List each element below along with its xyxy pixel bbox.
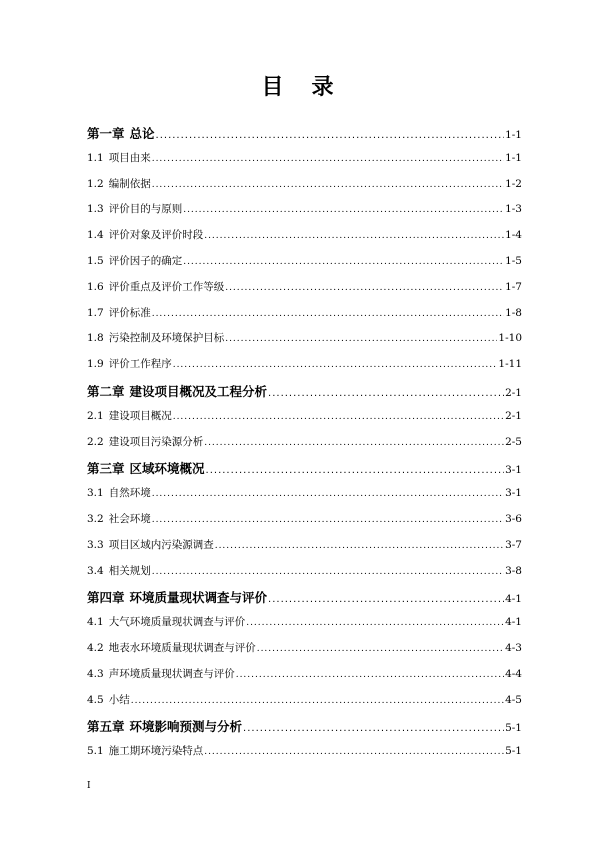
toc-entry-label: 自然环境 <box>108 487 151 500</box>
toc-entry-label: 建设项目污染源分析 <box>108 435 204 448</box>
toc-entry-number: 4.2 <box>87 641 104 654</box>
toc-entry-page: 2-1 <box>505 386 522 399</box>
dot-leader <box>257 644 504 654</box>
toc-entry-page: 1-10 <box>498 332 522 345</box>
toc-entry-page: 3-8 <box>505 564 522 577</box>
toc-entry-number: 4.5 <box>87 693 104 706</box>
toc-entry-page: 1-4 <box>505 229 522 242</box>
toc-entry-number: 第三章 <box>87 461 125 477</box>
toc-section-entry[interactable] <box>87 330 522 356</box>
toc-entry-number: 1.5 <box>87 254 104 267</box>
toc-entry-label: 评价标准 <box>108 306 151 319</box>
toc-section-entry[interactable] <box>87 743 522 769</box>
toc-entry-number: 3.4 <box>87 564 104 577</box>
page-title: 目录 <box>261 75 362 100</box>
toc-entry-number: 1.7 <box>87 306 104 319</box>
dot-leader <box>215 541 504 551</box>
toc-entry-number: 3.3 <box>87 538 104 551</box>
toc-entry-page: 4-1 <box>505 616 522 629</box>
toc-entry-number: 第五章 <box>87 719 125 735</box>
toc-section-entry[interactable] <box>87 434 522 460</box>
toc-section-entry[interactable] <box>87 537 522 563</box>
toc-entry-page: 3-6 <box>505 512 522 525</box>
toc-chapter-entry[interactable] <box>87 382 522 408</box>
dot-leader <box>152 180 504 190</box>
toc-entry-number: 1.6 <box>87 280 104 293</box>
toc-section-entry[interactable] <box>87 485 522 511</box>
toc-section-entry[interactable] <box>87 563 522 589</box>
toc-entry-page: 1-7 <box>505 280 522 293</box>
toc-entry-label: 编制依据 <box>108 177 151 190</box>
dot-leader <box>183 257 504 267</box>
toc-chapter-entry[interactable] <box>87 459 522 485</box>
dot-leader <box>131 696 504 706</box>
toc-section-entry[interactable] <box>87 201 522 227</box>
toc-entry-number: 1.1 <box>87 151 104 164</box>
toc-entry-number: 1.9 <box>87 358 104 371</box>
toc-entry-page: 1-1 <box>505 129 522 141</box>
dot-leader <box>183 205 504 215</box>
dot-leader <box>173 360 498 370</box>
toc-entry-label: 总论 <box>129 126 155 141</box>
toc-chapter-entry[interactable] <box>87 588 522 614</box>
toc-entry-number: 第二章 <box>87 383 125 399</box>
dot-leader <box>152 567 504 577</box>
toc-section-entry[interactable] <box>87 666 522 692</box>
dot-leader <box>152 489 504 499</box>
toc-entry-label: 环境影响预测与分析 <box>129 719 243 735</box>
page-number: I <box>87 781 91 791</box>
toc-entry-label: 建设项目概况 <box>108 409 172 422</box>
dot-leader <box>156 130 505 141</box>
toc-entry-page: 3-1 <box>505 487 522 500</box>
toc-entry-number: 第一章 <box>87 126 125 141</box>
toc-entry-label: 小结 <box>108 693 130 706</box>
toc-chapter-entry[interactable] <box>87 124 522 150</box>
table-of-contents <box>87 124 522 769</box>
toc-entry-label: 项目由来 <box>108 151 151 164</box>
toc-entry-label: 项目区域内污染源调查 <box>108 538 214 551</box>
toc-entry-label: 区域环境概况 <box>129 461 205 477</box>
toc-entry-label: 社会环境 <box>108 512 151 525</box>
toc-entry-number: 3.1 <box>87 487 104 500</box>
toc-entry-number: 2.2 <box>87 435 104 448</box>
dot-leader <box>152 309 504 319</box>
toc-section-entry[interactable] <box>87 176 522 202</box>
toc-entry-page: 5-1 <box>505 745 522 758</box>
toc-entry-page: 1-1 <box>505 151 522 164</box>
toc-entry-page: 3-7 <box>505 538 522 551</box>
toc-section-entry[interactable] <box>87 150 522 176</box>
toc-section-entry[interactable] <box>87 614 522 640</box>
dot-leader <box>204 231 504 241</box>
dot-leader <box>152 154 504 164</box>
dot-leader <box>268 388 504 399</box>
dot-leader <box>206 465 505 476</box>
toc-entry-label: 污染控制及环境保护目标 <box>108 332 225 345</box>
toc-entry-number: 3.2 <box>87 512 104 525</box>
toc-entry-page: 4-5 <box>505 693 522 706</box>
toc-entry-label: 评价重点及评价工作等级 <box>108 280 225 293</box>
toc-entry-label: 环境质量现状调查与评价 <box>129 590 268 606</box>
toc-entry-label: 相关规划 <box>108 564 151 577</box>
toc-entry-page: 2-1 <box>505 409 522 422</box>
toc-section-entry[interactable] <box>87 408 522 434</box>
toc-entry-number: 1.2 <box>87 177 104 190</box>
dot-leader <box>152 515 504 525</box>
toc-entry-page: 1-2 <box>505 177 522 190</box>
toc-entry-page: 4-4 <box>505 667 522 680</box>
dot-leader <box>236 670 504 680</box>
toc-section-entry[interactable] <box>87 227 522 253</box>
toc-entry-page: 4-1 <box>505 593 522 606</box>
dot-leader <box>225 283 504 293</box>
toc-entry-number: 1.4 <box>87 229 104 242</box>
toc-entry-label: 建设项目概况及工程分析 <box>129 383 268 399</box>
toc-entry-label: 声环境质量现状调查与评价 <box>108 667 235 680</box>
toc-entry-label: 评价工作程序 <box>108 358 172 371</box>
dot-leader <box>173 412 504 422</box>
dot-leader <box>268 594 504 605</box>
dot-leader <box>243 723 504 734</box>
toc-entry-label: 评价对象及评价时段 <box>108 229 204 242</box>
toc-entry-number: 1.3 <box>87 203 104 216</box>
dot-leader <box>204 747 504 757</box>
toc-entry-number: 4.3 <box>87 667 104 680</box>
toc-entry-label: 评价目的与原则 <box>108 203 183 216</box>
toc-section-entry[interactable] <box>87 279 522 305</box>
toc-section-entry[interactable] <box>87 640 522 666</box>
toc-entry-page: 3-1 <box>505 464 522 477</box>
toc-chapter-entry[interactable] <box>87 717 522 743</box>
toc-section-entry[interactable] <box>87 692 522 718</box>
toc-entry-page: 1-5 <box>505 254 522 267</box>
toc-section-entry[interactable] <box>87 356 522 382</box>
dot-leader <box>204 438 504 448</box>
dot-leader <box>225 334 497 344</box>
toc-entry-number: 2.1 <box>87 409 104 422</box>
toc-section-entry[interactable] <box>87 253 522 279</box>
toc-entry-page: 1-8 <box>505 306 522 319</box>
toc-entry-page: 1-11 <box>498 358 522 371</box>
toc-entry-number: 第四章 <box>87 590 125 606</box>
toc-entry-page: 4-3 <box>505 641 522 654</box>
toc-entry-label: 施工期环境污染特点 <box>108 745 204 758</box>
toc-entry-page: 5-1 <box>505 722 522 735</box>
toc-entry-number: 5.1 <box>87 745 104 758</box>
toc-entry-label: 评价因子的确定 <box>108 254 183 267</box>
toc-entry-label: 地表水环境质量现状调查与评价 <box>108 641 256 654</box>
dot-leader <box>246 618 504 628</box>
toc-section-entry[interactable] <box>87 305 522 331</box>
toc-entry-number: 1.8 <box>87 332 104 345</box>
toc-entry-number: 4.1 <box>87 616 104 629</box>
toc-entry-label: 大气环境质量现状调查与评价 <box>108 616 246 629</box>
toc-entry-page: 1-3 <box>505 203 522 216</box>
toc-entry-page: 2-5 <box>505 435 522 448</box>
toc-section-entry[interactable] <box>87 511 522 537</box>
